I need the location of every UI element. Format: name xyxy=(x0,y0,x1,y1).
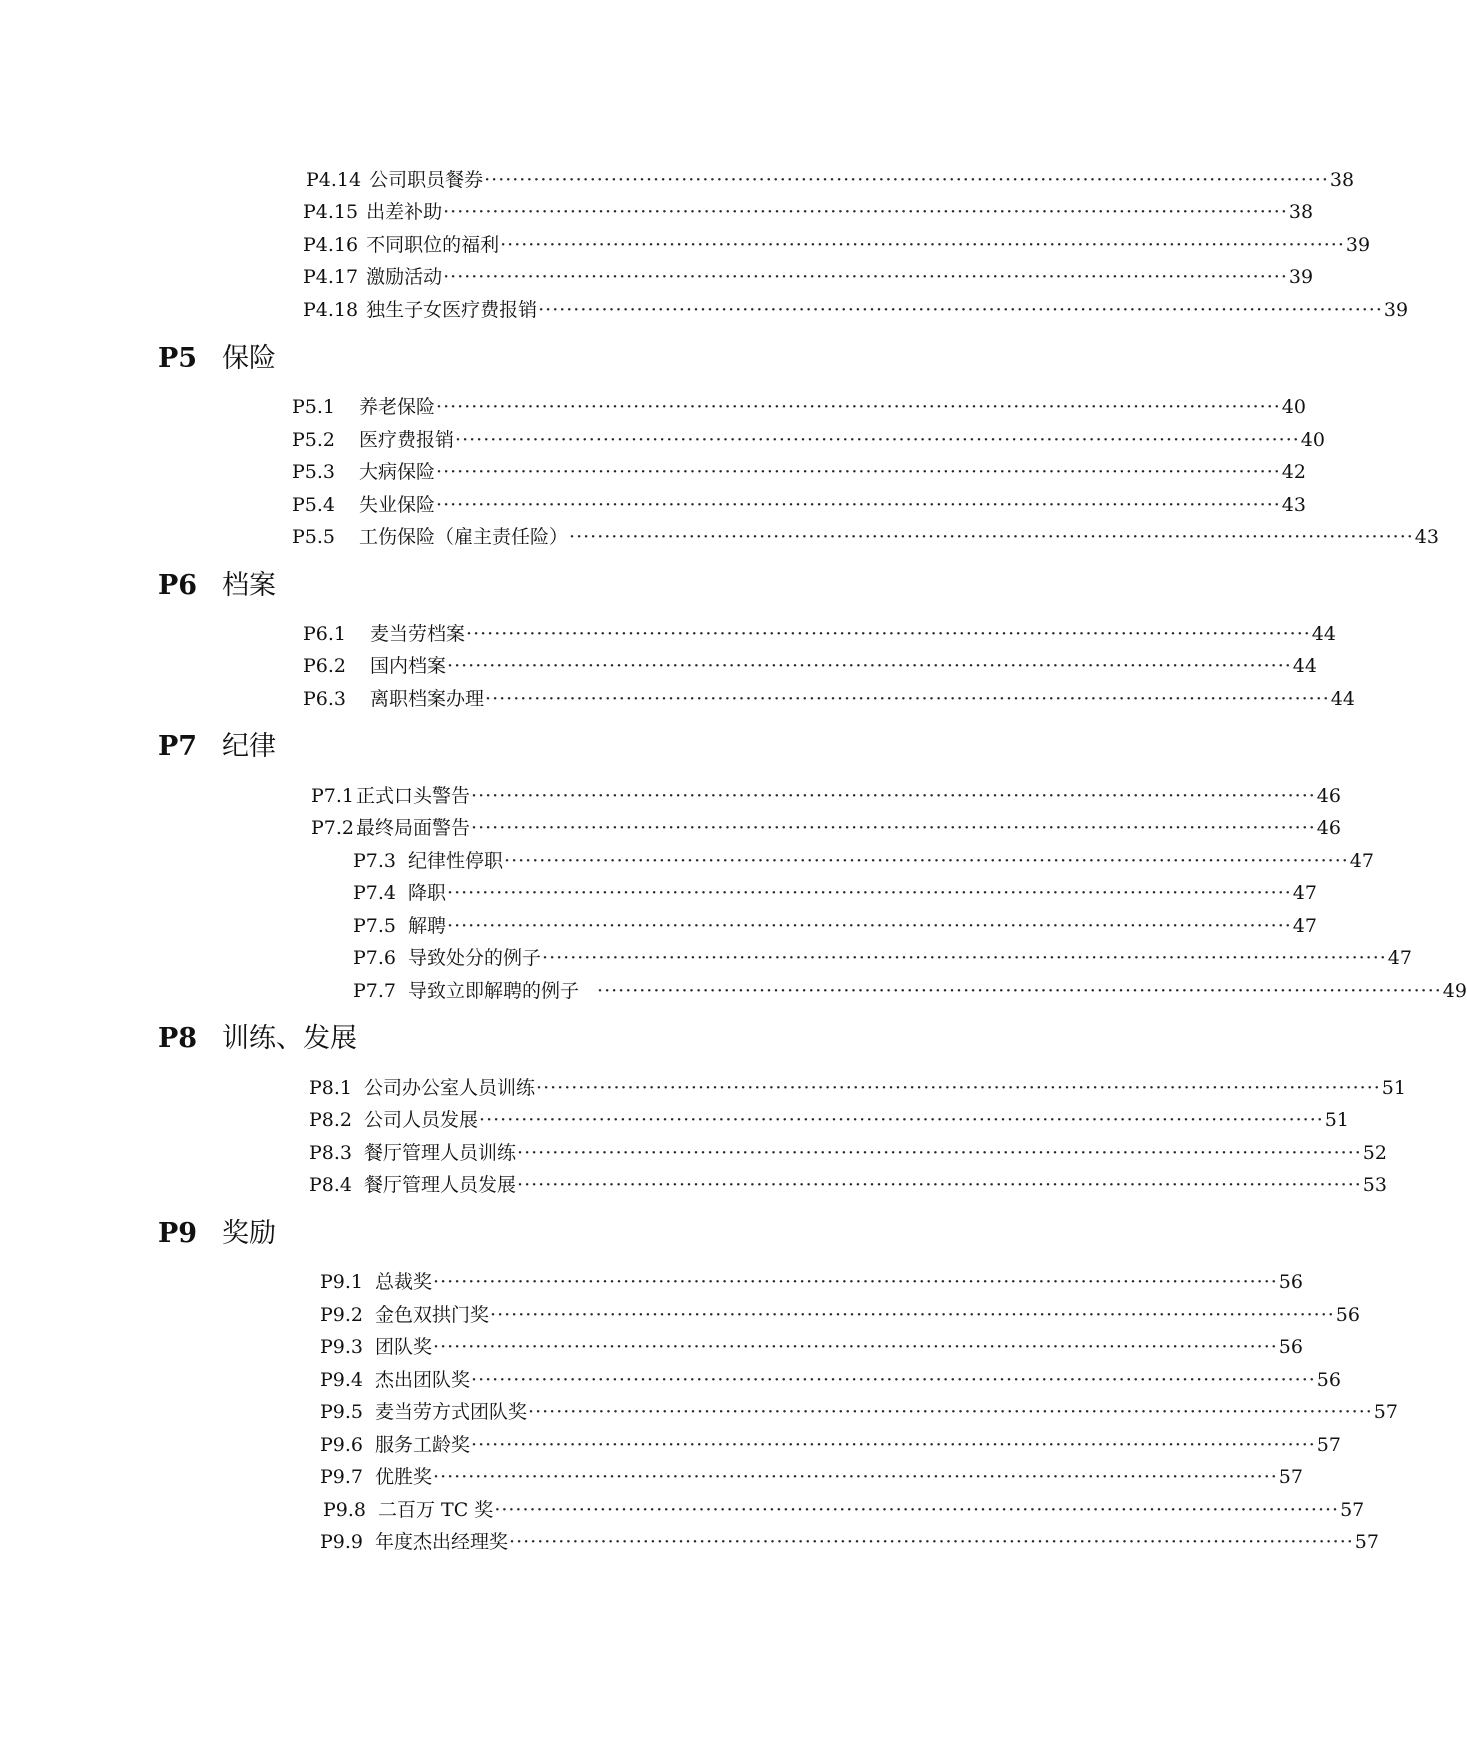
dot-leader: ························································································································ xyxy=(471,1434,1316,1456)
dot-leader: ························································································································ xyxy=(436,396,1281,418)
toc-entry-p5-2[interactable]: P5.2 医疗费报销 ························································································································ 40 xyxy=(292,425,941,455)
toc-entry-p5-1[interactable]: P5.1 养老保险 ························································································································ 40 xyxy=(292,392,941,422)
dot-leader: ························································································································ xyxy=(471,785,1316,807)
dot-leader: ························································································································ xyxy=(433,1271,1278,1293)
dot-leader: ························································································································ xyxy=(433,1336,1278,1358)
toc-entry-p9-2[interactable]: P9.2 金色双拱门奖 ························································································································ 56 xyxy=(320,1300,920,1330)
section-heading-p8[interactable]: P8 训练、发展 xyxy=(158,1023,357,1054)
dot-leader: ························································································································ xyxy=(542,947,1387,969)
dot-leader: ························································································································ xyxy=(504,850,1349,872)
toc-entry-p4-16[interactable]: P4.16 不同职位的福利 ························································································································ 39 xyxy=(303,230,934,260)
dot-leader: ························································································································ xyxy=(443,266,1288,288)
section-heading-p7[interactable]: P7 纪律 xyxy=(158,731,276,762)
section-heading-p6[interactable]: P6 档案 xyxy=(158,570,276,601)
dot-leader: ························································································································ xyxy=(471,817,1316,839)
toc-entry-p7-7[interactable]: P7.7 导致立即解聘的例子 ························································································································ 49 xyxy=(353,976,883,1006)
toc-entry-p4-18[interactable]: P4.18 独生子女医疗费报销 ························································································································ 39 xyxy=(303,295,934,325)
dot-leader: ························································································································ xyxy=(466,623,1311,645)
dot-leader: ························································································································ xyxy=(538,299,1383,321)
toc-entry-p7-6[interactable]: P7.6 导致处分的例子 ························································································································ 47 xyxy=(353,943,883,973)
dot-leader: ························································································································ xyxy=(494,1499,1340,1521)
toc-entry-p9-9[interactable]: P9.9 年度杰出经理奖 ························································································································ 57 xyxy=(320,1527,920,1557)
dot-leader: ························································································································ xyxy=(455,429,1300,451)
toc-entry-p9-7[interactable]: P9.7 优胜奖 ························································································································ 57 xyxy=(320,1462,920,1492)
toc-entry-p5-4[interactable]: P5.4 失业保险 ························································································································ 43 xyxy=(292,490,941,520)
toc-entry-p6-2[interactable]: P6.2 国内档案 ························································································································ 44 xyxy=(303,651,931,681)
dot-leader: ························································································································ xyxy=(479,1109,1324,1131)
dot-leader: ························································································································ xyxy=(490,1304,1335,1326)
dot-leader: ························································································································ xyxy=(484,169,1329,191)
section-heading-p5[interactable]: P5 保险 xyxy=(158,343,276,374)
toc-entry-p7-2[interactable]: P7.2 最终局面警告 ························································································································ 46 xyxy=(311,813,923,843)
toc-entry-p8-3[interactable]: P8.3 餐厅管理人员训练 ························································································································ 52 xyxy=(309,1138,931,1168)
toc-entry-p9-4[interactable]: P9.4 杰出团队奖 ························································································································ 56 xyxy=(320,1365,920,1395)
dot-leader: ························································································································ xyxy=(500,234,1345,256)
toc-entry-p4-15[interactable]: P4.15 出差补助 ························································································································ 38 xyxy=(303,197,934,227)
dot-leader: ························································································································ xyxy=(471,1369,1316,1391)
toc-entry-p7-3[interactable]: P7.3 纪律性停职 ························································································································ 47 xyxy=(353,846,883,876)
dot-leader: ························································································································ xyxy=(485,688,1330,710)
toc-entry-p9-8[interactable]: P9.8 二百万 TC 奖 ························································································································ 57 xyxy=(323,1495,920,1525)
toc-entry-p4-17[interactable]: P4.17 激励活动 ························································································································ 39 xyxy=(303,262,934,292)
toc-entry-p9-3[interactable]: P9.3 团队奖 ························································································································ 56 xyxy=(320,1332,920,1362)
dot-leader: ························································································································ xyxy=(509,1531,1354,1553)
dot-leader: ························································································································ xyxy=(433,1466,1278,1488)
toc-entry-p8-1[interactable]: P8.1 公司办公室人员训练 ························································································································ 51 xyxy=(309,1073,931,1103)
dot-leader: ························································································································ xyxy=(528,1401,1373,1423)
dot-leader: ························································································································ xyxy=(447,915,1292,937)
section-heading-p9[interactable]: P9 奖励 xyxy=(158,1218,276,1249)
toc-entry-p9-1[interactable]: P9.1 总裁奖 ························································································································ 56 xyxy=(320,1267,920,1297)
toc-entry-p7-1[interactable]: P7.1 正式口头警告 ························································································································ 46 xyxy=(311,781,923,811)
dot-leader: ························································································································ xyxy=(436,461,1281,483)
toc-entry-p8-4[interactable]: P8.4 餐厅管理人员发展 ························································································································ 53 xyxy=(309,1170,931,1200)
dot-leader: ························································································································ xyxy=(443,201,1288,223)
toc-entry-p4-14[interactable]: P4.14 公司职员餐券 ························································································································ 38 xyxy=(306,165,934,195)
toc-entry-p7-4[interactable]: P7.4 降职 ························································································································ 47 xyxy=(353,878,883,908)
dot-leader: ························································································································ xyxy=(436,494,1281,516)
toc-entry-p9-6[interactable]: P9.6 服务工龄奖 ························································································································ 57 xyxy=(320,1430,920,1460)
toc-entry-p6-3[interactable]: P6.3 离职档案办理 ························································································································ 44 xyxy=(303,684,931,714)
dot-leader: ························································································································ xyxy=(597,980,1442,1002)
toc-entry-p6-1[interactable]: P6.1 麦当劳档案 ························································································································ 44 xyxy=(303,619,931,649)
dot-leader: ························································································································ xyxy=(517,1174,1362,1196)
toc-entry-p5-3[interactable]: P5.3 大病保险 ························································································································ 42 xyxy=(292,457,941,487)
dot-leader: ························································································································ xyxy=(536,1077,1381,1099)
dot-leader: ························································································································ xyxy=(447,882,1292,904)
dot-leader: ························································································································ xyxy=(517,1142,1362,1164)
toc-entry-p7-5[interactable]: P7.5 解聘 ························································································································ 47 xyxy=(353,911,883,941)
toc-entry-p9-5[interactable]: P9.5 麦当劳方式团队奖 ························································································································ 57 xyxy=(320,1397,920,1427)
toc-entry-p5-5[interactable]: P5.5 工伤保险（雇主责任险） ························································································································ 43 xyxy=(292,522,941,552)
dot-leader: ························································································································ xyxy=(447,655,1292,677)
toc-entry-p8-2[interactable]: P8.2 公司人员发展 ························································································································ 51 xyxy=(309,1105,931,1135)
dot-leader: ························································································································ xyxy=(569,526,1414,548)
